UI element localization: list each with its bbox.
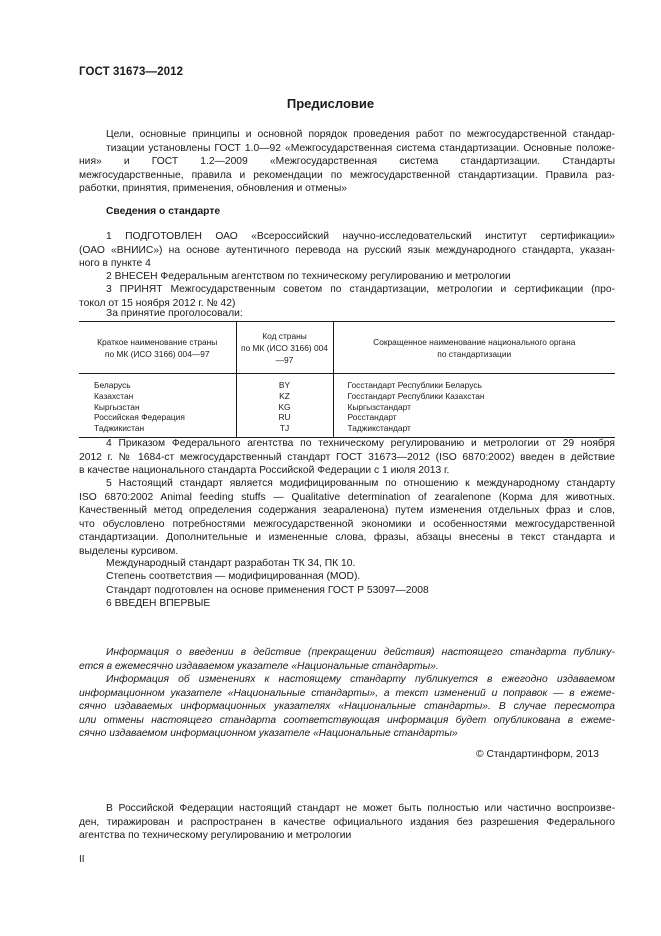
voting-countries-table [79, 321, 615, 438]
degree-line: Степень соответствия — модифицированная (MOD). [106, 571, 361, 582]
item-5-paragraph [79, 477, 615, 558]
code-cell: KG [236, 402, 333, 413]
table-row [79, 423, 615, 437]
document-code-header: ГОСТ 31673—2012 [79, 66, 184, 78]
intro-line: тизации установлены ГОСТ 1.0—92 «Межгосударственная система стандартизации. Основные положе- [106, 142, 615, 154]
item-3-line: 3 ПРИНЯТ Межгосударственным советом по стандартизации, метрологии и сертификации (про- [106, 284, 615, 295]
section-title: Сведения о стандарте [106, 206, 221, 217]
body-cell: Госстандарт Республики Казахстан [333, 391, 615, 402]
item-6-line: 6 ВВЕДЕН ВПЕРВЫЕ [106, 598, 211, 609]
header-text: Краткое наименование страны [97, 337, 218, 347]
info-1-line: Информация о введении в действие (прекращении действия) настоящего стандарта публику- [106, 647, 615, 658]
basis-line: Стандарт подготовлен на основе применения ГОСТ Р 53097—2008 [106, 585, 429, 596]
code-cell: RU [236, 412, 333, 423]
column-header-country [79, 322, 236, 374]
intro-paragraph [79, 128, 615, 196]
item-4-line: 4 Приказом Федерального агентства по техническому регулированию и метрологии от 29 ноября [106, 438, 615, 449]
code-cell: TJ [236, 423, 333, 437]
item-1-line: 1 ПОДГОТОВЛЕН ОАО «Всероссийский научно-исследовательский институт сертификации» [106, 231, 615, 242]
header-text: Сокращенное наименование национального органа [373, 337, 576, 347]
body-cell: Росстандарт [333, 412, 615, 423]
item-5-line: 5 Настоящий стандарт является модифицированным по отношению к международному стандарту [106, 478, 615, 489]
item-5-line: выделены курсивом. [79, 545, 179, 557]
intro-line: межгосударственные, правила и рекомендации по межгосударственной стандартизации. Правила раз- [79, 169, 615, 181]
info-2-line: информационном указателе «Национальные стандарты», а текст изменений и поправок — в ежеме- [79, 687, 615, 699]
country-cell: Таджикистан [79, 423, 236, 437]
info-2-line: или отмены настоящего стандарта соответствующая информация будет опубликована в ежеме- [79, 714, 615, 726]
item-1-paragraph [79, 230, 615, 271]
item-5-line: стандартизации. Дополнительные и измененные слова, фразы, абзацы внесены в текст стандарта и [79, 532, 615, 543]
intro-line: Цели, основные принципы и основной порядок проведения работ по межгосударственной стандар- [106, 129, 615, 140]
item-5-line: Качественный метод определения содержания зеараленона) путем изменения отдельных фраз и слов, [79, 505, 615, 516]
table-row [79, 412, 615, 423]
tk-line: Международный стандарт разработан ТК 34, ПК 10. [106, 558, 356, 569]
item-5-line: что обусловлено потребностями межгосударственной экономики и особенностями межгосударственной [79, 518, 615, 530]
country-cell: Российская Федерация [94, 412, 185, 423]
rights-line: агентства по техническому регулированию и метрологии [79, 830, 352, 841]
body-cell: Таджикстандарт [333, 423, 615, 437]
code-cell: KZ [236, 391, 333, 402]
info-2-line: Информация об изменениях к настоящему стандарту публикуется в ежегодно издаваемом [106, 674, 615, 685]
header-text: по стандартизации [437, 349, 512, 359]
item-4-paragraph [79, 437, 615, 478]
country-cell: Казахстан [94, 390, 134, 401]
table-row [79, 402, 615, 413]
country-cell: Беларусь [94, 380, 131, 390]
item-1-line: (ОАО «ВНИИС») на основе аутентичного перевода на русский язык международного стандарта, указан- [79, 244, 615, 256]
body-cell: Кыргызстандарт [333, 402, 615, 413]
intro-line: работки, принятия, применения, обновления и отмены» [79, 183, 347, 194]
table-row [79, 391, 615, 402]
item-4-line: 2012 г. № 1684-ст межгосударственный стандарт ГОСТ 31673—2012 (ISO 6870:2002) введен в действие [79, 451, 615, 463]
code-cell: BY [236, 374, 333, 391]
vote-intro: За принятие проголосовали: [106, 308, 243, 319]
rights-line: В Российской Федерации настоящий стандарт не может быть полностью или частично воспроизве- [106, 803, 615, 814]
rights-notice [79, 802, 615, 843]
header-text: по МК (ИСО 3166) 004—97 [241, 343, 328, 365]
body-cell: Госстандарт Республики Беларусь [333, 374, 615, 391]
column-header-code [236, 322, 333, 374]
item-3-paragraph [79, 283, 615, 310]
info-2-line: сячно издаваемых информационных указателях «Национальные стандарты». В случае пересмотра [79, 701, 615, 712]
item-4-line: в качестве национального стандарта Российской Федерации с 1 июля 2013 г. [79, 465, 450, 476]
item-2-paragraph: 2 ВНЕСЕН Федеральным агентством по техническому регулированию и метрологии [106, 271, 511, 282]
info-notice-2 [79, 673, 615, 741]
item-5-line: ISO 6870:2002 Animal feeding stuffs — Qualitative determination of zearalenone (Корма для животных. [79, 491, 615, 503]
table-row [79, 374, 615, 391]
header-text: Код страны [262, 331, 307, 341]
item-3-line: токол от 15 ноября 2012 г. № 42) [79, 297, 236, 309]
table-header-row [79, 322, 615, 374]
page-title: Предисловие [286, 96, 375, 111]
copyright-notice: © Стандартинформ, 2013 [476, 749, 599, 760]
country-cell: Кыргызстан [94, 401, 140, 412]
info-1-line: ется в ежемесячно издаваемом указателе «Национальные стандарты». [79, 660, 439, 672]
intro-line: ния» и ГОСТ 1.2—2009 «Межгосударственная система стандартизации. Стандарты [79, 156, 615, 167]
page-number: II [79, 854, 85, 865]
column-header-body [333, 322, 615, 374]
header-text: по МК (ИСО 3166) 004—97 [104, 349, 210, 359]
item-1-line: ного в пункте 4 [79, 258, 151, 269]
info-notice-1 [79, 646, 615, 673]
info-2-line: сячно издаваемом информационном указателе «Национальные стандарты» [79, 728, 458, 739]
rights-line: ден, тиражирован и распространен в качестве официального издания без разрешения Федерального [79, 816, 615, 828]
